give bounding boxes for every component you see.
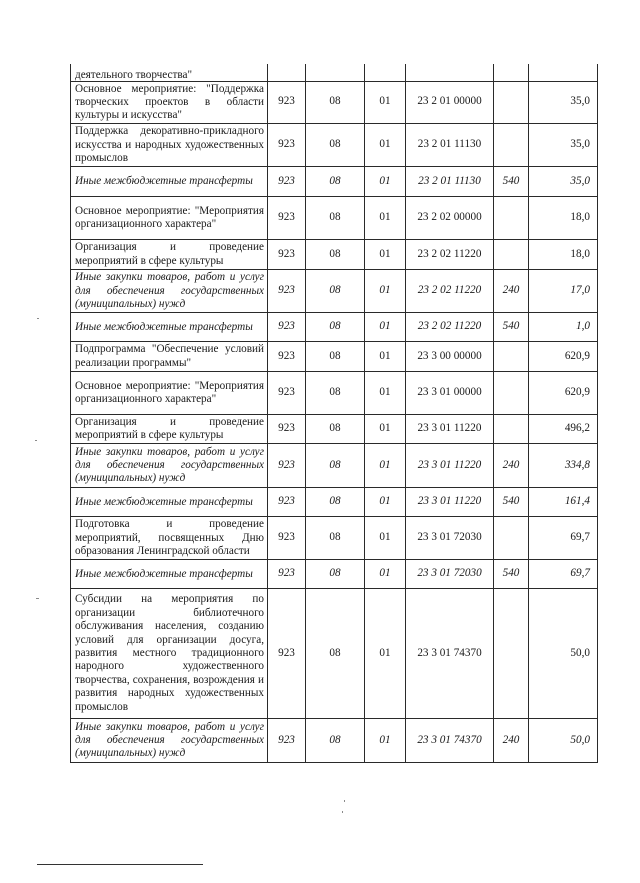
scan-speck — [36, 598, 39, 599]
row-csr-cell: 23 3 00 00000 — [406, 341, 494, 371]
row-gr-cell: 923 — [268, 588, 306, 718]
row-rz-cell: 08 — [306, 718, 365, 762]
scan-speck — [37, 318, 39, 319]
row-csr-cell: 23 2 02 11220 — [406, 312, 494, 341]
table-row — [71, 239, 598, 269]
row-vr-cell — [494, 371, 529, 414]
row-vr-cell: 540 — [494, 487, 529, 516]
row-vr-cell: 540 — [494, 166, 529, 196]
row-sum-cell: 35,0 — [529, 81, 598, 123]
scan-speck — [342, 811, 343, 813]
row-name-cell: Иные закупки товаров, работ и услуг для обеспечения государственных (муниципальных) нужд — [71, 269, 268, 312]
table-row — [71, 341, 598, 371]
row-vr-cell: 240 — [494, 269, 529, 312]
row-rz-cell: 08 — [306, 443, 365, 487]
row-rz-cell: 08 — [306, 166, 365, 196]
table-row — [71, 414, 598, 443]
row-sum-cell: 50,0 — [529, 718, 598, 762]
row-vr-cell — [494, 64, 529, 81]
row-rz-cell: 08 — [306, 516, 365, 559]
row-pr-cell: 01 — [365, 166, 406, 196]
row-pr-cell: 01 — [365, 559, 406, 588]
row-vr-cell: 240 — [494, 718, 529, 762]
row-gr-cell: 923 — [268, 559, 306, 588]
row-rz-cell: 08 — [306, 341, 365, 371]
row-name-cell: Иные межбюджетные трансферты — [71, 312, 268, 341]
row-pr-cell: 01 — [365, 239, 406, 269]
row-gr-cell: 923 — [268, 269, 306, 312]
table-row — [71, 81, 598, 123]
row-rz-cell: 08 — [306, 588, 365, 718]
row-rz-cell: 08 — [306, 269, 365, 312]
table-row — [71, 516, 598, 559]
row-gr-cell: 923 — [268, 81, 306, 123]
row-rz-cell: 08 — [306, 312, 365, 341]
footer-rule — [37, 864, 203, 865]
row-pr-cell: 01 — [365, 341, 406, 371]
row-csr-cell: 23 2 01 00000 — [406, 81, 494, 123]
row-gr-cell: 923 — [268, 123, 306, 166]
row-csr-cell: 23 3 01 74370 — [406, 588, 494, 718]
row-gr-cell: 923 — [268, 239, 306, 269]
row-sum-cell: 620,9 — [529, 341, 598, 371]
row-name-cell: Организация и проведение мероприятий в сфере культуры — [71, 239, 268, 269]
row-csr-cell: 23 2 02 11220 — [406, 269, 494, 312]
row-gr-cell: 923 — [268, 443, 306, 487]
row-csr-cell: 23 2 01 11130 — [406, 123, 494, 166]
row-csr-cell: 23 3 01 11220 — [406, 443, 494, 487]
row-sum-cell: 620,9 — [529, 371, 598, 414]
row-gr-cell: 923 — [268, 341, 306, 371]
row-name-cell: Иные межбюджетные трансферты — [71, 559, 268, 588]
row-pr-cell: 01 — [365, 516, 406, 559]
row-pr-cell: 01 — [365, 123, 406, 166]
row-csr-cell: 23 2 01 11130 — [406, 166, 494, 196]
row-name-cell: Основное мероприятие: "Мероприятия организационного характера" — [71, 371, 268, 414]
row-pr-cell: 01 — [365, 81, 406, 123]
row-name-cell: Иные закупки товаров, работ и услуг для обеспечения государственных (муниципальных) нужд — [71, 443, 268, 487]
row-rz-cell: 08 — [306, 371, 365, 414]
table-row — [71, 559, 598, 588]
row-gr-cell: 923 — [268, 487, 306, 516]
row-csr-cell: 23 3 01 72030 — [406, 516, 494, 559]
row-rz-cell: 08 — [306, 196, 365, 239]
row-csr-cell: 23 2 02 11220 — [406, 239, 494, 269]
row-gr-cell: 923 — [268, 516, 306, 559]
scan-speck — [35, 440, 37, 441]
row-pr-cell — [365, 64, 406, 81]
row-vr-cell: 540 — [494, 312, 529, 341]
row-rz-cell: 08 — [306, 487, 365, 516]
row-sum-cell: 161,4 — [529, 487, 598, 516]
row-gr-cell: 923 — [268, 718, 306, 762]
row-vr-cell — [494, 414, 529, 443]
row-pr-cell: 01 — [365, 196, 406, 239]
row-vr-cell — [494, 239, 529, 269]
row-vr-cell — [494, 588, 529, 718]
row-name-cell: Субсидии на мероприятия по организации библиотечного обслуживания населения, созданию условий для организации досуга, развития местного традиционного народного художественного творчества, сохранения, возрождения и развития народных художественных промыслов — [71, 588, 268, 718]
row-rz-cell — [306, 64, 365, 81]
row-sum-cell: 334,8 — [529, 443, 598, 487]
row-name-cell: деятельного творчества" — [71, 64, 268, 81]
row-sum-cell: 50,0 — [529, 588, 598, 718]
row-sum-cell: 17,0 — [529, 269, 598, 312]
row-gr-cell: 923 — [268, 196, 306, 239]
row-name-cell: Основное мероприятие: "Мероприятия организационного характера" — [71, 196, 268, 239]
row-name-cell: Организация и проведение мероприятий в сфере культуры — [71, 414, 268, 443]
row-sum-cell: 35,0 — [529, 123, 598, 166]
row-pr-cell: 01 — [365, 588, 406, 718]
row-name-cell: Иные межбюджетные трансферты — [71, 487, 268, 516]
row-gr-cell: 923 — [268, 312, 306, 341]
row-pr-cell: 01 — [365, 414, 406, 443]
row-rz-cell: 08 — [306, 81, 365, 123]
row-sum-cell: 496,2 — [529, 414, 598, 443]
row-vr-cell — [494, 341, 529, 371]
row-rz-cell: 08 — [306, 414, 365, 443]
row-csr-cell: 23 2 02 00000 — [406, 196, 494, 239]
row-csr-cell: 23 3 01 11220 — [406, 487, 494, 516]
row-name-cell: Поддержка декоративно-прикладного искусства и народных художественных промыслов — [71, 123, 268, 166]
row-rz-cell: 08 — [306, 559, 365, 588]
row-name-cell: Подпрограмма "Обеспечение условий реализации программы" — [71, 341, 268, 371]
row-pr-cell: 01 — [365, 312, 406, 341]
row-name-cell: Иные закупки товаров, работ и услуг для обеспечения государственных (муниципальных) нужд — [71, 718, 268, 762]
table-row — [71, 312, 598, 341]
budget-table-wrapper — [70, 64, 597, 763]
table-row — [71, 443, 598, 487]
row-csr-cell: 23 3 01 00000 — [406, 371, 494, 414]
table-row — [71, 487, 598, 516]
row-csr-cell: 23 3 01 74370 — [406, 718, 494, 762]
row-name-cell: Подготовка и проведение мероприятий, посвященных Дню образования Ленинградской области — [71, 516, 268, 559]
row-sum-cell: 35,0 — [529, 166, 598, 196]
row-gr-cell: 923 — [268, 371, 306, 414]
row-rz-cell: 08 — [306, 123, 365, 166]
row-pr-cell: 01 — [365, 718, 406, 762]
row-sum-cell: 18,0 — [529, 239, 598, 269]
table-row — [71, 588, 598, 718]
row-csr-cell — [406, 64, 494, 81]
table-row — [71, 371, 598, 414]
table-row — [71, 64, 598, 81]
row-gr-cell — [268, 64, 306, 81]
table-row — [71, 123, 598, 166]
table-row — [71, 196, 598, 239]
row-vr-cell — [494, 81, 529, 123]
row-name-cell: Основное мероприятие: "Поддержка творческих проектов в области культуры и искусства" — [71, 81, 268, 123]
row-sum-cell — [529, 64, 598, 81]
row-pr-cell: 01 — [365, 371, 406, 414]
scan-speck — [344, 800, 345, 802]
table-row — [71, 718, 598, 762]
row-vr-cell — [494, 516, 529, 559]
row-sum-cell: 69,7 — [529, 516, 598, 559]
row-pr-cell: 01 — [365, 269, 406, 312]
table-row — [71, 269, 598, 312]
budget-table — [70, 64, 598, 763]
row-csr-cell: 23 3 01 11220 — [406, 414, 494, 443]
row-sum-cell: 69,7 — [529, 559, 598, 588]
row-pr-cell: 01 — [365, 443, 406, 487]
row-gr-cell: 923 — [268, 414, 306, 443]
row-sum-cell: 1,0 — [529, 312, 598, 341]
row-gr-cell: 923 — [268, 166, 306, 196]
row-pr-cell: 01 — [365, 487, 406, 516]
budget-table-body — [71, 64, 598, 762]
row-sum-cell: 18,0 — [529, 196, 598, 239]
row-vr-cell: 240 — [494, 443, 529, 487]
table-row — [71, 166, 598, 196]
row-rz-cell: 08 — [306, 239, 365, 269]
row-name-cell: Иные межбюджетные трансферты — [71, 166, 268, 196]
row-vr-cell — [494, 196, 529, 239]
row-vr-cell: 540 — [494, 559, 529, 588]
row-csr-cell: 23 3 01 72030 — [406, 559, 494, 588]
row-vr-cell — [494, 123, 529, 166]
